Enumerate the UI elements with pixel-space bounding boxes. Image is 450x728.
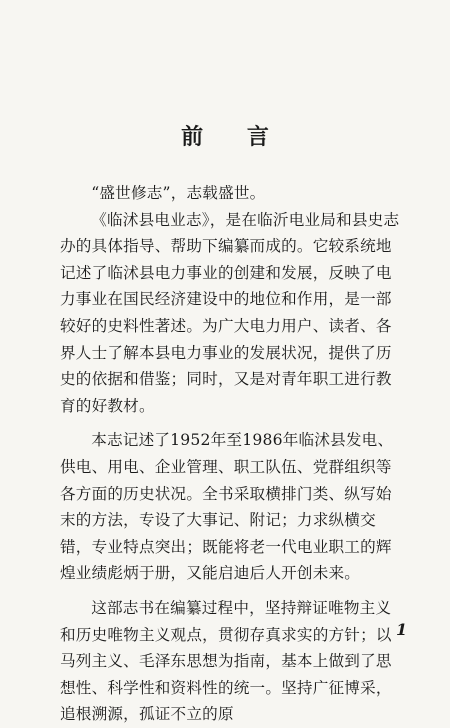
paragraph-gap [60, 587, 400, 595]
paragraph-4: 这部志书在编纂过程中，坚持辩证唯物主义和历史唯物主义观点，贯彻存真求实的方针；以马列主义、毛泽东思想为指南，基本上做到了思想性、科学性和资料性的统一。坚持广征博采，追根溯源，孤证不立的原 [60, 598, 392, 724]
paragraph-3: 本志记述了1952年至1986年临沭县发电、供电、用电、企业管理、职工队伍、党群组织等各方面的历史状况。全书采取横排门类、纵写始末的方法，专设了大事记、附记；力求纵横交错，专业特点突出；既能将老一代电业职工的辉煌业绩彪炳于册，又能启迪后人开创未来。 [60, 431, 394, 583]
page-title: 前 言 [181, 124, 287, 150]
paragraph-1: “盛世修志”，志载盛世。 [91, 184, 266, 202]
paragraph-2: 《临沭县电业志》，是在临沂电业局和县史志办的具体指导、帮助下编纂而成的。它较系统地记述了临沭县电力事业的创建和发展，反映了电力事业在国民经济建设中的地位和作用，是一部较好的史料性著述。为广大电力用户、读者、各界人士了解本县电力事业的发展状况，提供了历史的依据和借鉴；同时，又是对青年职工进行教育的好教材。 [60, 210, 400, 415]
page-number: 1 [396, 620, 408, 639]
paragraph-gap [60, 419, 400, 427]
preface-body [60, 180, 400, 728]
